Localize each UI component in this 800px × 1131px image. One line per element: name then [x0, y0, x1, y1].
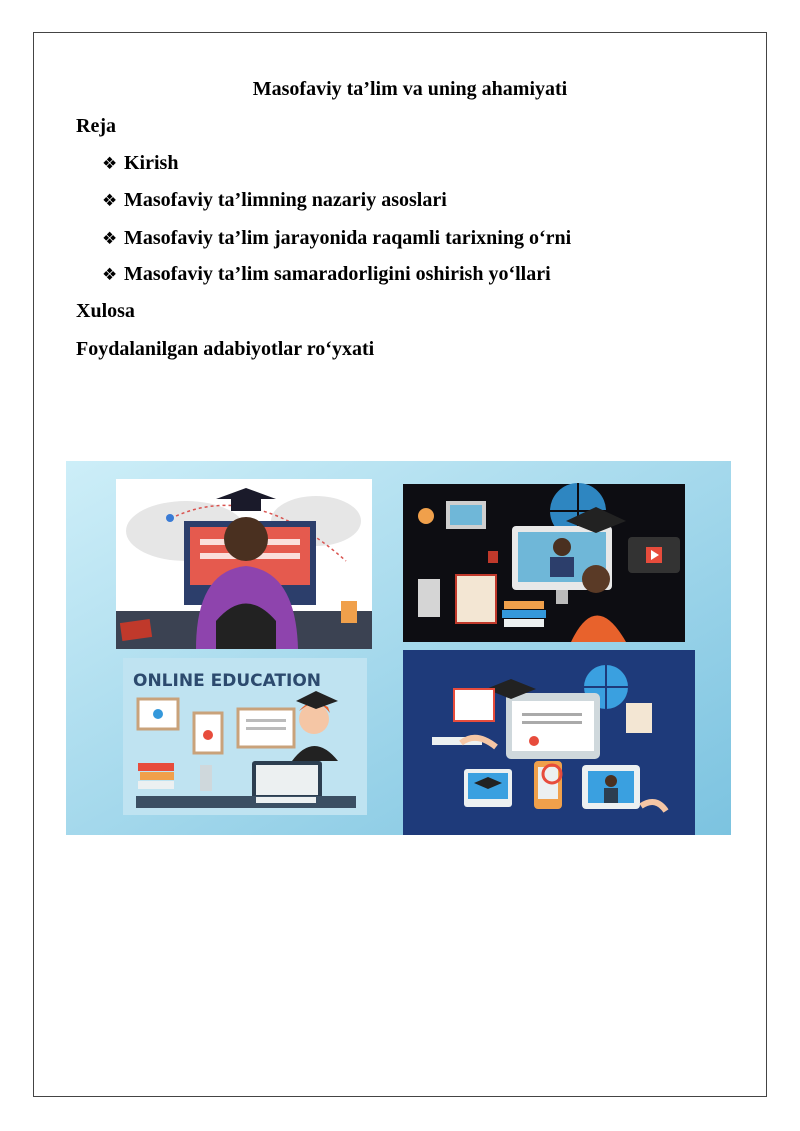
online-education-label: ONLINE EDUCATION: [133, 671, 322, 691]
online-learning-panel: [403, 650, 695, 835]
online-education-panel: [123, 658, 367, 815]
references-heading: Foydalanilgan adabiyotlar ro‘yxati: [76, 338, 375, 360]
plan-item-label: Kirish: [124, 152, 179, 174]
plan-item-label: Masofaviy ta’lim jarayonida raqamli tarixning o‘rni: [124, 227, 572, 249]
bullet-icon: ❖: [102, 191, 118, 211]
plan-item-label: Masofaviy ta’lim samaradorligini oshirish yo‘llari: [124, 263, 551, 285]
plan-heading: Reja: [76, 115, 116, 137]
video-lessons-panel: [403, 483, 685, 642]
plan-item: [102, 227, 571, 250]
bullet-icon: ❖: [102, 265, 118, 285]
plan-item: [102, 152, 178, 175]
student-at-computer-panel: [116, 479, 372, 649]
plan-item: [102, 263, 551, 286]
document-title: Masofaviy ta’lim va uning ahamiyati: [252, 78, 568, 100]
plan-item: [102, 189, 447, 212]
bullet-icon: ❖: [102, 229, 118, 249]
bullet-icon: ❖: [102, 154, 118, 174]
online-education-illustration: [66, 461, 731, 835]
plan-item-label: Masofaviy ta’limning nazariy asoslari: [124, 189, 447, 211]
conclusion-heading: Xulosa: [76, 300, 135, 322]
